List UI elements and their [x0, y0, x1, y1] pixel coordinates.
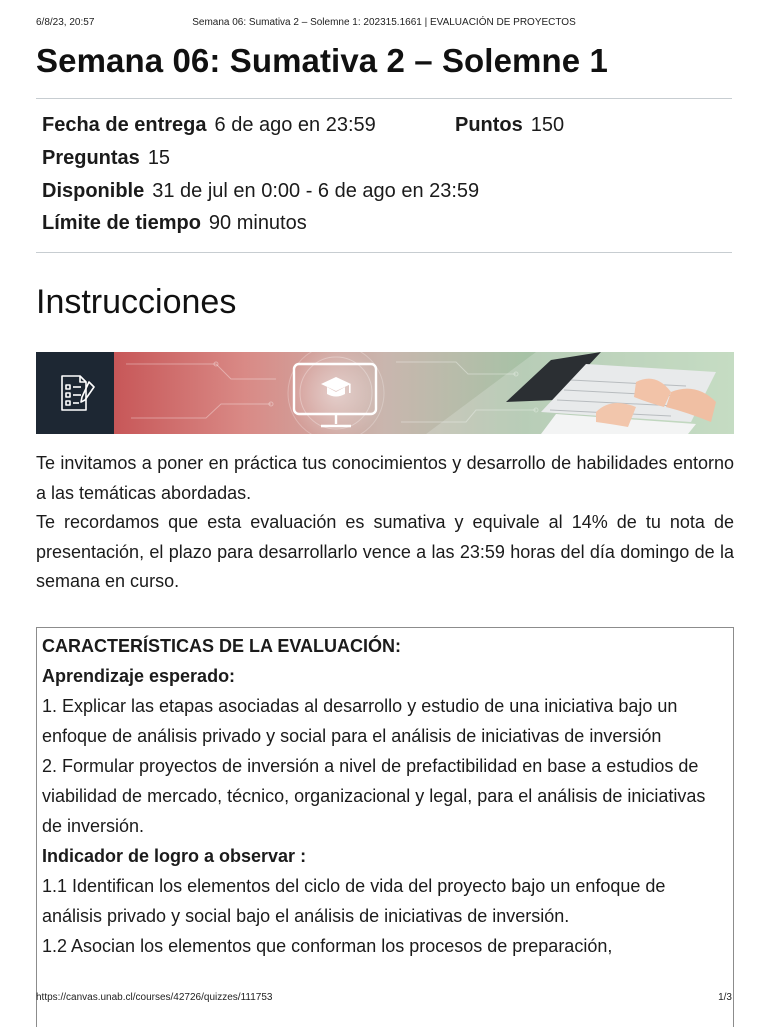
instructions-heading: Instrucciones	[36, 283, 237, 321]
quiz-available-row	[42, 180, 479, 203]
print-footer	[36, 992, 732, 1003]
points-value: 150	[530, 114, 565, 136]
evaluation-heading: CARACTERÍSTICAS DE LA EVALUACIÓN:	[42, 636, 401, 656]
available-value: 31 de jul en 0:00 - 6 de ago en 23:59	[152, 180, 480, 202]
print-page-number: 1/3	[718, 992, 732, 1003]
learning-item-1: 1. Explicar las etapas asociadas al desarrollo y estudio de una iniciativa bajo un enfoque de análisis privado y social para el análisis de iniciativas de inversión	[42, 696, 678, 746]
banner-graphic	[36, 352, 734, 434]
print-title: Semana 06: Sumativa 2 – Solemne 1: 202315.1661 | EVALUACIÓN DE PROYECTOS	[192, 17, 576, 28]
available-label: Disponible	[42, 180, 145, 202]
instructions-paragraph-2: Te recordamos que esta evaluación es sumativa y equivale al 14% de tu nota de presentación, el plazo para desarrollarlo vence a las 23:59 horas del día domingo de la semana en curso.	[36, 512, 734, 591]
indicator-heading: Indicador de logro a observar :	[42, 846, 307, 866]
print-header	[36, 17, 732, 31]
questions-value: 15	[147, 147, 171, 169]
print-url: https://canvas.unab.cl/courses/42726/quizzes/111753	[36, 992, 273, 1003]
indicator-item-2: 1.2 Asocian los elementos que conforman los procesos de preparación,	[42, 936, 613, 956]
quiz-due-row	[42, 114, 376, 137]
points-label: Puntos	[455, 114, 523, 136]
instructions-text	[36, 449, 734, 597]
time-limit-value: 90 minutos	[208, 212, 307, 234]
laptop-typing-image	[426, 352, 734, 434]
evaluation-characteristics-box	[36, 627, 734, 1027]
due-label: Fecha de entrega	[42, 114, 207, 136]
indicator-item-1: 1.1 Identifican los elementos del ciclo de vida del proyecto bajo un enfoque de análisis privado y social bajo el análisis de iniciativas de inversión.	[42, 876, 666, 926]
divider-bottom	[36, 252, 732, 253]
print-date: 6/8/23, 20:57	[36, 17, 95, 28]
time-limit-label: Límite de tiempo	[42, 212, 201, 234]
learning-item-2: 2. Formular proyectos de inversión a nivel de prefactibilidad en base a estudios de viabilidad de mercado, técnico, organizacional y legal, para el análisis de iniciativas de inversión.	[42, 756, 706, 836]
due-value: 6 de ago en 23:59	[214, 114, 376, 136]
page-title: Semana 06: Sumativa 2 – Solemne 1	[36, 42, 608, 79]
instructions-banner	[36, 352, 734, 434]
quiz-points-row	[455, 114, 564, 137]
expected-learning-heading: Aprendizaje esperado:	[42, 666, 236, 686]
divider-top	[36, 98, 732, 99]
questions-label: Preguntas	[42, 147, 140, 169]
quiz-questions-row	[42, 147, 170, 170]
instructions-paragraph-1: Te invitamos a poner en práctica tus conocimientos y desarrollo de habilidades entorno a las temáticas abordadas.	[36, 453, 734, 503]
quiz-time-limit-row	[42, 212, 307, 235]
